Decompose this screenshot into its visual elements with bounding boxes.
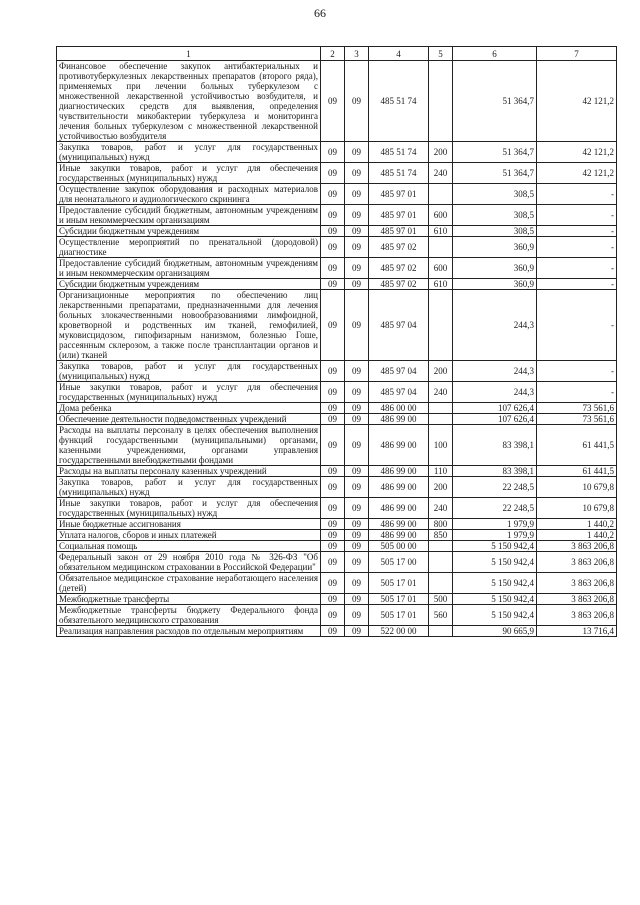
subsection-code: 09: [345, 290, 369, 361]
expense-type-code: 240: [429, 498, 453, 519]
subsection-code: 09: [345, 205, 369, 226]
amount-actual: 73 561,6: [537, 403, 617, 414]
row-description: Иные закупки товаров, работ и услуг для обеспечения государственных (муниципальных) нужд: [57, 498, 321, 519]
target-article-code: 505 17 01: [369, 573, 429, 594]
expense-type-code: 850: [429, 530, 453, 541]
target-article-code: 486 99 00: [369, 466, 429, 477]
section-code: 09: [321, 279, 345, 290]
subsection-code: 09: [345, 498, 369, 519]
amount-actual: 61 441,5: [537, 466, 617, 477]
amount-actual: 1 440,2: [537, 530, 617, 541]
section-code: 09: [321, 382, 345, 403]
amount-plan: 107 626,4: [453, 403, 537, 414]
table-row: [57, 361, 617, 382]
amount-plan: 90 665,9: [453, 626, 537, 637]
amount-plan: 360,9: [453, 237, 537, 258]
amount-actual: -: [537, 290, 617, 361]
row-description: Иные закупки товаров, работ и услуг для обеспечения государственных (муниципальных) нужд: [57, 382, 321, 403]
expense-type-code: 800: [429, 519, 453, 530]
amount-actual: 42 121,2: [537, 61, 617, 142]
target-article-code: 486 99 00: [369, 530, 429, 541]
amount-actual: 61 441,5: [537, 425, 617, 466]
section-code: 09: [321, 403, 345, 414]
amount-plan: 51 364,7: [453, 142, 537, 163]
expense-type-code: 200: [429, 361, 453, 382]
amount-plan: 1 979,9: [453, 519, 537, 530]
expense-type-code: [429, 573, 453, 594]
row-description: Предоставление субсидий бюджетным, автономным учреждениям и иным некоммерческим организациям: [57, 258, 321, 279]
amount-actual: 3 863 206,8: [537, 573, 617, 594]
row-description: Расходы на выплаты персоналу в целях обеспечения выполнения функций государственными (муниципальными) органами, казенными учреждениями, органами управления государственными внебюджетными фондами: [57, 425, 321, 466]
amount-actual: 3 863 206,8: [537, 594, 617, 605]
target-article-code: 485 97 01: [369, 205, 429, 226]
row-description: Организационные мероприятия по обеспечению лиц лекарственными препаратами, предназначенными для лечения больных злокачественными новообразованиями лимфоидной, кроветворной и родственных им тканей, гемофилией, муковисцидозом, гипофизарным нанизмом, болезнью Гоше, рассеянным склерозом, а также после трансплантации органов и (или) тканей: [57, 290, 321, 361]
row-description: Обязательное медицинское страхование неработающего населения (детей): [57, 573, 321, 594]
target-article-code: 486 99 00: [369, 425, 429, 466]
amount-actual: 3 863 206,8: [537, 541, 617, 552]
subsection-code: 09: [345, 258, 369, 279]
header-cell: 1: [57, 47, 321, 61]
expense-type-code: 240: [429, 163, 453, 184]
target-article-code: 485 51 74: [369, 163, 429, 184]
subsection-code: 09: [345, 226, 369, 237]
amount-plan: 244,3: [453, 290, 537, 361]
subsection-code: 09: [345, 361, 369, 382]
section-code: 09: [321, 530, 345, 541]
table-row: [57, 184, 617, 205]
amount-plan: 22 248,5: [453, 498, 537, 519]
target-article-code: 505 17 01: [369, 605, 429, 626]
row-description: Социальная помощь: [57, 541, 321, 552]
amount-plan: 360,9: [453, 279, 537, 290]
section-code: 09: [321, 498, 345, 519]
section-code: 09: [321, 226, 345, 237]
table-row: [57, 552, 617, 573]
amount-plan: 5 150 942,4: [453, 573, 537, 594]
table-row: [57, 626, 617, 637]
section-code: 09: [321, 541, 345, 552]
row-description: Реализация направления расходов по отдельным мероприятиям: [57, 626, 321, 637]
table-row: [57, 414, 617, 425]
amount-actual: -: [537, 279, 617, 290]
target-article-code: 505 17 01: [369, 594, 429, 605]
target-article-code: 485 97 04: [369, 290, 429, 361]
amount-actual: -: [537, 226, 617, 237]
amount-plan: 1 979,9: [453, 530, 537, 541]
expense-type-code: 560: [429, 605, 453, 626]
table-row: [57, 205, 617, 226]
header-cell: 6: [453, 47, 537, 61]
target-article-code: 486 99 00: [369, 477, 429, 498]
amount-actual: 10 679,8: [537, 498, 617, 519]
table-row: [57, 279, 617, 290]
amount-actual: 42 121,2: [537, 142, 617, 163]
amount-actual: 3 863 206,8: [537, 605, 617, 626]
row-description: Закупка товаров, работ и услуг для государственных (муниципальных) нужд: [57, 477, 321, 498]
table-row: [57, 382, 617, 403]
target-article-code: 485 51 74: [369, 142, 429, 163]
expense-type-code: [429, 541, 453, 552]
row-description: Закупка товаров, работ и услуг для государственных (муниципальных) нужд: [57, 361, 321, 382]
target-article-code: 505 00 00: [369, 541, 429, 552]
subsection-code: 09: [345, 425, 369, 466]
table-row: [57, 61, 617, 142]
subsection-code: 09: [345, 279, 369, 290]
table-row: [57, 290, 617, 361]
section-code: 09: [321, 466, 345, 477]
section-code: 09: [321, 163, 345, 184]
row-description: Расходы на выплаты персоналу казенных учреждений: [57, 466, 321, 477]
target-article-code: 485 97 04: [369, 361, 429, 382]
target-article-code: 486 99 00: [369, 519, 429, 530]
table-row: [57, 594, 617, 605]
table-row: [57, 573, 617, 594]
table-row: [57, 163, 617, 184]
amount-actual: 1 440,2: [537, 519, 617, 530]
header-cell: 4: [369, 47, 429, 61]
row-description: Межбюджетные трансферты: [57, 594, 321, 605]
expense-type-code: [429, 403, 453, 414]
row-description: Иные бюджетные ассигнования: [57, 519, 321, 530]
section-code: 09: [321, 414, 345, 425]
amount-actual: -: [537, 205, 617, 226]
table-row: [57, 226, 617, 237]
expense-type-code: 240: [429, 382, 453, 403]
amount-plan: 83 398,1: [453, 425, 537, 466]
section-code: 09: [321, 573, 345, 594]
target-article-code: 505 17 00: [369, 552, 429, 573]
subsection-code: 09: [345, 552, 369, 573]
header-cell: 5: [429, 47, 453, 61]
row-description: Осуществление мероприятий по пренатальной (дородовой) диагностике: [57, 237, 321, 258]
expense-type-code: [429, 626, 453, 637]
expense-type-code: 500: [429, 594, 453, 605]
row-description: Уплата налогов, сборов и иных платежей: [57, 530, 321, 541]
table-row: [57, 237, 617, 258]
section-code: 09: [321, 477, 345, 498]
target-article-code: 485 51 74: [369, 61, 429, 142]
amount-actual: -: [537, 184, 617, 205]
amount-plan: 107 626,4: [453, 414, 537, 425]
amount-plan: 83 398,1: [453, 466, 537, 477]
row-description: Дома ребенка: [57, 403, 321, 414]
section-code: 09: [321, 290, 345, 361]
section-code: 09: [321, 594, 345, 605]
target-article-code: 486 99 00: [369, 498, 429, 519]
subsection-code: 09: [345, 403, 369, 414]
expense-type-code: 600: [429, 205, 453, 226]
target-article-code: 485 97 02: [369, 279, 429, 290]
row-description: Финансовое обеспечение закупок антибактериальных и противотуберкулезных лекарственных препаратов (второго ряда), применяемых при лечении больных туберкулезом с множественной лекарственной устойчивостью возбудителя, и диагностических средств для выявления, определения чувствительности микобактерии туберкулеза и мониторинга лечения больных туберкулезом с множественной лекарственной устойчивостью возбудителя: [57, 61, 321, 142]
amount-plan: 308,5: [453, 184, 537, 205]
amount-plan: 22 248,5: [453, 477, 537, 498]
subsection-code: 09: [345, 519, 369, 530]
row-description: Предоставление субсидий бюджетным, автономным учреждениям и иным некоммерческим организациям: [57, 205, 321, 226]
subsection-code: 09: [345, 61, 369, 142]
amount-actual: -: [537, 361, 617, 382]
section-code: 09: [321, 205, 345, 226]
section-code: 09: [321, 61, 345, 142]
table-row: [57, 466, 617, 477]
subsection-code: 09: [345, 605, 369, 626]
amount-plan: 5 150 942,4: [453, 605, 537, 626]
row-description: Межбюджетные трансферты бюджету Федерального фонда обязательного медицинского страхования: [57, 605, 321, 626]
amount-plan: 244,3: [453, 382, 537, 403]
table-row: [57, 541, 617, 552]
amount-plan: 5 150 942,4: [453, 594, 537, 605]
page-number: 66: [314, 6, 326, 20]
amount-plan: 5 150 942,4: [453, 541, 537, 552]
expense-type-code: 200: [429, 142, 453, 163]
expense-type-code: 110: [429, 466, 453, 477]
table-row: [57, 142, 617, 163]
expense-type-code: [429, 61, 453, 142]
table-row: [57, 519, 617, 530]
row-description: Субсидии бюджетным учреждениям: [57, 226, 321, 237]
table-row: [57, 425, 617, 466]
expense-type-code: 600: [429, 258, 453, 279]
target-article-code: 485 97 01: [369, 226, 429, 237]
table-row: [57, 403, 617, 414]
expense-type-code: [429, 184, 453, 205]
amount-plan: 5 150 942,4: [453, 552, 537, 573]
header-cell: 3: [345, 47, 369, 61]
header-cell: 7: [537, 47, 617, 61]
subsection-code: 09: [345, 142, 369, 163]
amount-plan: 308,5: [453, 226, 537, 237]
subsection-code: 09: [345, 530, 369, 541]
subsection-code: 09: [345, 594, 369, 605]
table-row: [57, 477, 617, 498]
header-cell: 2: [321, 47, 345, 61]
amount-actual: -: [537, 258, 617, 279]
target-article-code: 522 00 00: [369, 626, 429, 637]
expense-type-code: 200: [429, 477, 453, 498]
amount-actual: 3 863 206,8: [537, 552, 617, 573]
section-code: 09: [321, 552, 345, 573]
subsection-code: 09: [345, 163, 369, 184]
table-row: [57, 258, 617, 279]
amount-plan: 244,3: [453, 361, 537, 382]
row-description: Субсидии бюджетным учреждениям: [57, 279, 321, 290]
table-row: [57, 605, 617, 626]
amount-actual: 10 679,8: [537, 477, 617, 498]
amount-plan: 308,5: [453, 205, 537, 226]
row-description: Федеральный закон от 29 ноября 2010 года № 326-ФЗ "Об обязательном медицинском страховании в Российской Федерации": [57, 552, 321, 573]
target-article-code: 485 97 02: [369, 258, 429, 279]
row-description: Иные закупки товаров, работ и услуг для обеспечения государственных (муниципальных) нужд: [57, 163, 321, 184]
section-code: 09: [321, 237, 345, 258]
amount-plan: 51 364,7: [453, 163, 537, 184]
section-code: 09: [321, 142, 345, 163]
amount-actual: -: [537, 382, 617, 403]
section-code: 09: [321, 425, 345, 466]
header-row: [57, 47, 617, 61]
table-body: [57, 61, 617, 637]
subsection-code: 09: [345, 477, 369, 498]
target-article-code: 485 97 02: [369, 237, 429, 258]
amount-actual: 42 121,2: [537, 163, 617, 184]
expense-type-code: [429, 414, 453, 425]
row-description: Закупка товаров, работ и услуг для государственных (муниципальных) нужд: [57, 142, 321, 163]
subsection-code: 09: [345, 237, 369, 258]
amount-actual: -: [537, 237, 617, 258]
amount-actual: 73 561,6: [537, 414, 617, 425]
expense-type-code: 610: [429, 279, 453, 290]
amount-actual: 13 716,4: [537, 626, 617, 637]
subsection-code: 09: [345, 414, 369, 425]
section-code: 09: [321, 184, 345, 205]
expense-type-code: 100: [429, 425, 453, 466]
subsection-code: 09: [345, 466, 369, 477]
subsection-code: 09: [345, 541, 369, 552]
subsection-code: 09: [345, 573, 369, 594]
expense-type-code: [429, 237, 453, 258]
target-article-code: 485 97 04: [369, 382, 429, 403]
subsection-code: 09: [345, 626, 369, 637]
subsection-code: 09: [345, 382, 369, 403]
subsection-code: 09: [345, 184, 369, 205]
section-code: 09: [321, 258, 345, 279]
row-description: Осуществление закупок оборудования и расходных материалов для неонатального и аудиологического скрининга: [57, 184, 321, 205]
expense-type-code: [429, 552, 453, 573]
budget-table: [56, 46, 617, 637]
table-row: [57, 498, 617, 519]
row-description: Обеспечение деятельности подведомственных учреждений: [57, 414, 321, 425]
section-code: 09: [321, 605, 345, 626]
section-code: 09: [321, 626, 345, 637]
target-article-code: 485 97 01: [369, 184, 429, 205]
expense-type-code: [429, 290, 453, 361]
target-article-code: 486 00 00: [369, 403, 429, 414]
table-row: [57, 530, 617, 541]
expense-type-code: 610: [429, 226, 453, 237]
section-code: 09: [321, 519, 345, 530]
amount-plan: 360,9: [453, 258, 537, 279]
amount-plan: 51 364,7: [453, 61, 537, 142]
target-article-code: 486 99 00: [369, 414, 429, 425]
section-code: 09: [321, 361, 345, 382]
